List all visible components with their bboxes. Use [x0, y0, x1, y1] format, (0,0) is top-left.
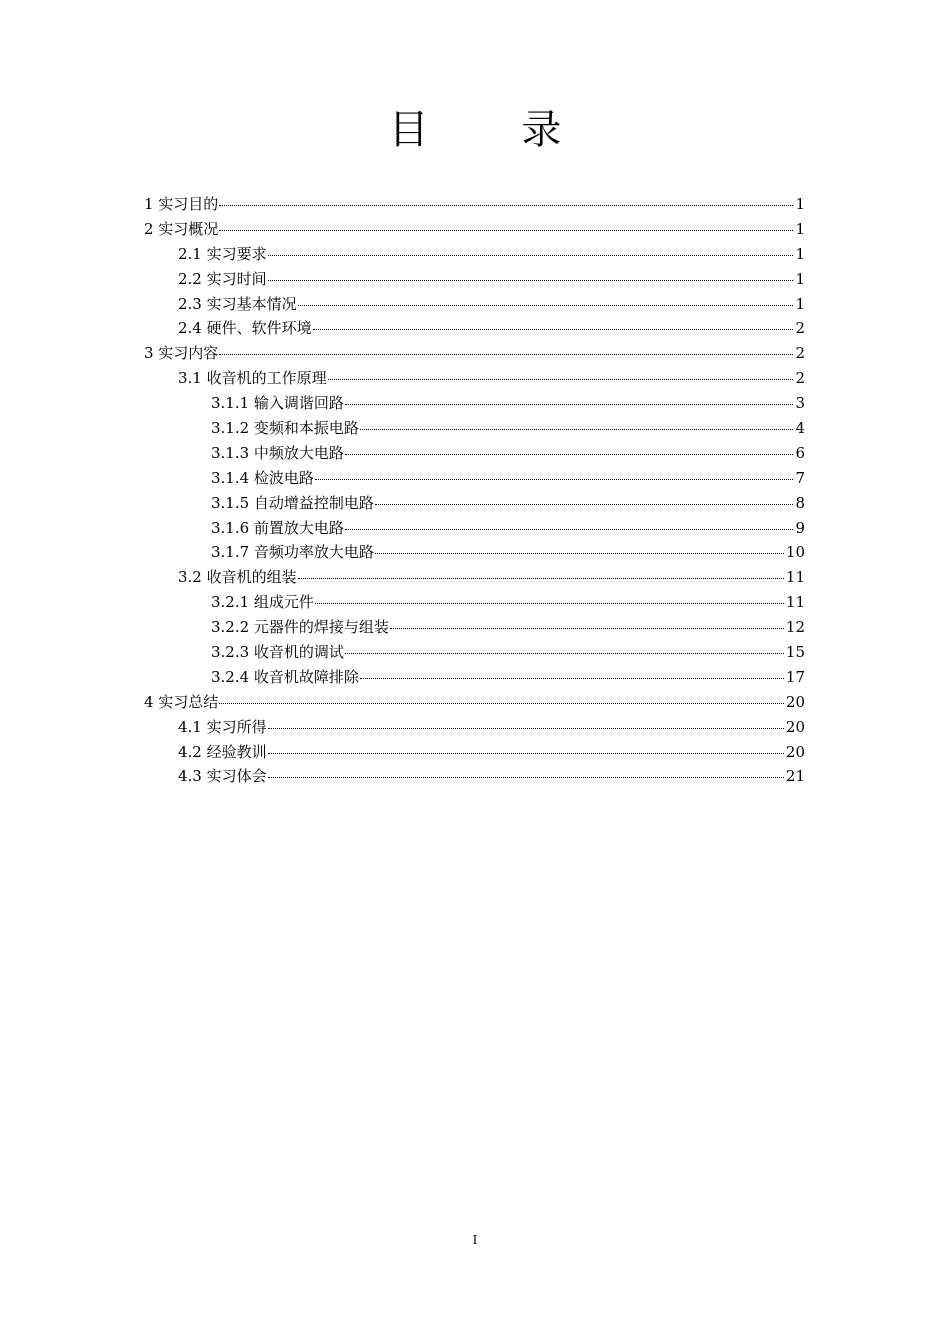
- toc-entry-label: 1 实习目的: [144, 195, 219, 213]
- toc-entry-label: 3.2.4 收音机故障排除: [211, 667, 359, 686]
- toc-entry-page: 2: [795, 369, 805, 388]
- toc-entry-page: 12: [785, 618, 805, 637]
- toc-entry[interactable]: [0, 192, 950, 217]
- toc-entry-label: 3.1 收音机的工作原理: [178, 369, 327, 388]
- toc-entry-label: 3 实习内容: [144, 344, 219, 363]
- toc-entry-page: 3: [795, 394, 805, 413]
- toc-dot-leader: [219, 702, 784, 704]
- toc-entry-row: [178, 292, 805, 317]
- toc-entry[interactable]: [0, 590, 950, 615]
- toc-entry-label: 3.1.5 自动增益控制电路: [211, 493, 374, 512]
- toc-dot-leader: [219, 204, 793, 206]
- toc-dot-leader: [328, 378, 793, 380]
- toc-list: [0, 192, 950, 789]
- toc-entry-label: 3.2.3 收音机的调试: [211, 643, 344, 662]
- toc-entry-row: [211, 416, 805, 441]
- toc-entry[interactable]: [0, 341, 950, 366]
- toc-dot-leader: [315, 602, 784, 604]
- toc-entry-page: 1: [795, 219, 805, 238]
- toc-entry-page: 1: [795, 244, 805, 263]
- toc-entry[interactable]: [0, 565, 950, 590]
- toc-entry[interactable]: [0, 466, 950, 491]
- toc-entry[interactable]: [0, 267, 950, 292]
- toc-entry[interactable]: [0, 540, 950, 565]
- toc-entry-page: 1: [795, 269, 805, 288]
- toc-entry-label: 3.1.6 前置放大电路: [211, 518, 344, 537]
- toc-entry[interactable]: [0, 391, 950, 416]
- toc-dot-leader: [298, 577, 784, 579]
- toc-entry[interactable]: [0, 242, 950, 267]
- toc-entry-row: [211, 590, 805, 615]
- toc-dot-leader: [375, 552, 784, 554]
- toc-entry[interactable]: [0, 764, 950, 789]
- toc-dot-leader: [360, 677, 784, 679]
- toc-dot-leader: [219, 353, 793, 355]
- toc-entry-label: 3.1.7 音频功率放大电路: [211, 543, 374, 562]
- toc-entry-row: [178, 242, 805, 267]
- toc-entry-row: [178, 267, 805, 292]
- toc-entry-label: 3.1.4 检波电路: [211, 468, 314, 487]
- toc-entry-page: 1: [795, 294, 805, 313]
- toc-dot-leader: [345, 453, 793, 455]
- toc-entry-page: 11: [785, 593, 805, 612]
- toc-entry-row: [178, 764, 805, 789]
- toc-dot-leader: [268, 254, 793, 256]
- page-number: I: [472, 1233, 478, 1247]
- toc-entry-page: 17: [785, 667, 805, 686]
- toc-entry-page: 21: [785, 767, 805, 786]
- toc-dot-leader: [268, 727, 784, 729]
- toc-entry-label: 4.1 实习所得: [178, 717, 267, 736]
- toc-entry-label: 2 实习概况: [144, 219, 219, 238]
- toc-entry-page: 2: [795, 319, 805, 338]
- toc-entry-row: [211, 491, 805, 516]
- toc-dot-leader: [390, 627, 784, 629]
- toc-entry[interactable]: [0, 292, 950, 317]
- toc-dot-leader: [345, 652, 784, 654]
- toc-entry-row: [178, 565, 805, 590]
- toc-entry-label: 3.2 收音机的组装: [178, 568, 297, 587]
- toc-dot-leader: [268, 279, 793, 281]
- toc-entry-row: [178, 715, 805, 740]
- toc-dot-leader: [315, 478, 793, 480]
- toc-entry-row: [178, 740, 805, 765]
- toc-entry-row: [178, 366, 805, 391]
- toc-entry-row: [144, 690, 805, 715]
- toc-dot-leader: [298, 304, 793, 306]
- toc-dot-leader: [219, 229, 793, 231]
- toc-entry-row: [211, 640, 805, 665]
- toc-entry-page: 1: [795, 195, 805, 213]
- toc-entry-page: 6: [795, 443, 805, 462]
- toc-entry-page: 4: [795, 419, 805, 438]
- toc-entry-page: 8: [795, 493, 805, 512]
- toc-entry[interactable]: [0, 665, 950, 690]
- toc-entry[interactable]: [0, 615, 950, 640]
- toc-entry-page: 20: [785, 742, 805, 761]
- toc-entry-row: [144, 217, 805, 242]
- toc-entry[interactable]: [0, 715, 950, 740]
- toc-entry-label: 2.1 实习要求: [178, 244, 267, 263]
- toc-entry-label: 4 实习总结: [144, 692, 219, 711]
- toc-dot-leader: [268, 776, 784, 778]
- toc-entry-label: 3.1.3 中频放大电路: [211, 443, 344, 462]
- toc-entry-label: 3.2.2 元器件的焊接与组装: [211, 618, 389, 637]
- toc-entry-row: [144, 192, 805, 217]
- toc-entry-page: 11: [785, 568, 805, 587]
- toc-entry-row: [144, 341, 805, 366]
- toc-entry-page: 10: [785, 543, 805, 562]
- toc-entry[interactable]: [0, 416, 950, 441]
- toc-entry[interactable]: [0, 491, 950, 516]
- toc-entry-page: 9: [795, 518, 805, 537]
- toc-entry-row: [211, 665, 805, 690]
- toc-entry-label: 3.2.1 组成元件: [211, 593, 314, 612]
- page-title: 目 录: [388, 107, 602, 153]
- toc-entry-row: [211, 540, 805, 565]
- toc-entry-page: 15: [785, 643, 805, 662]
- toc-entry-page: 20: [785, 692, 805, 711]
- toc-entry-label: 3.1.2 变频和本振电路: [211, 419, 359, 438]
- toc-entry[interactable]: [0, 516, 950, 541]
- toc-entry-row: [178, 316, 805, 341]
- toc-dot-leader: [313, 328, 793, 330]
- toc-entry[interactable]: [0, 740, 950, 765]
- toc-entry-label: 2.3 实习基本情况: [178, 294, 297, 313]
- toc-dot-leader: [360, 428, 793, 430]
- toc-entry[interactable]: [0, 366, 950, 391]
- toc-entry-row: [211, 516, 805, 541]
- toc-dot-leader: [345, 528, 793, 530]
- toc-entry[interactable]: [0, 441, 950, 466]
- toc-entry-page: 7: [795, 468, 805, 487]
- toc-entry-label: 4.2 经验教训: [178, 742, 267, 761]
- toc-entry-row: [211, 441, 805, 466]
- toc-entry-page: 2: [795, 344, 805, 363]
- toc-dot-leader: [268, 752, 784, 754]
- toc-dot-leader: [375, 503, 793, 505]
- toc-entry-label: 2.2 实习时间: [178, 269, 267, 288]
- toc-entry[interactable]: [0, 640, 950, 665]
- toc-entry-label: 3.1.1 输入调谐回路: [211, 394, 344, 413]
- toc-entry-row: [211, 615, 805, 640]
- toc-entry[interactable]: [0, 217, 950, 242]
- toc-entry[interactable]: [0, 690, 950, 715]
- toc-entry-label: 4.3 实习体会: [178, 767, 267, 786]
- toc-entry-label: 2.4 硬件、软件环境: [178, 319, 312, 338]
- toc-dot-leader: [345, 403, 793, 405]
- toc-entry-row: [211, 466, 805, 491]
- toc-entry[interactable]: [0, 316, 950, 341]
- toc-entry-page: 20: [785, 717, 805, 736]
- toc-entry-row: [211, 391, 805, 416]
